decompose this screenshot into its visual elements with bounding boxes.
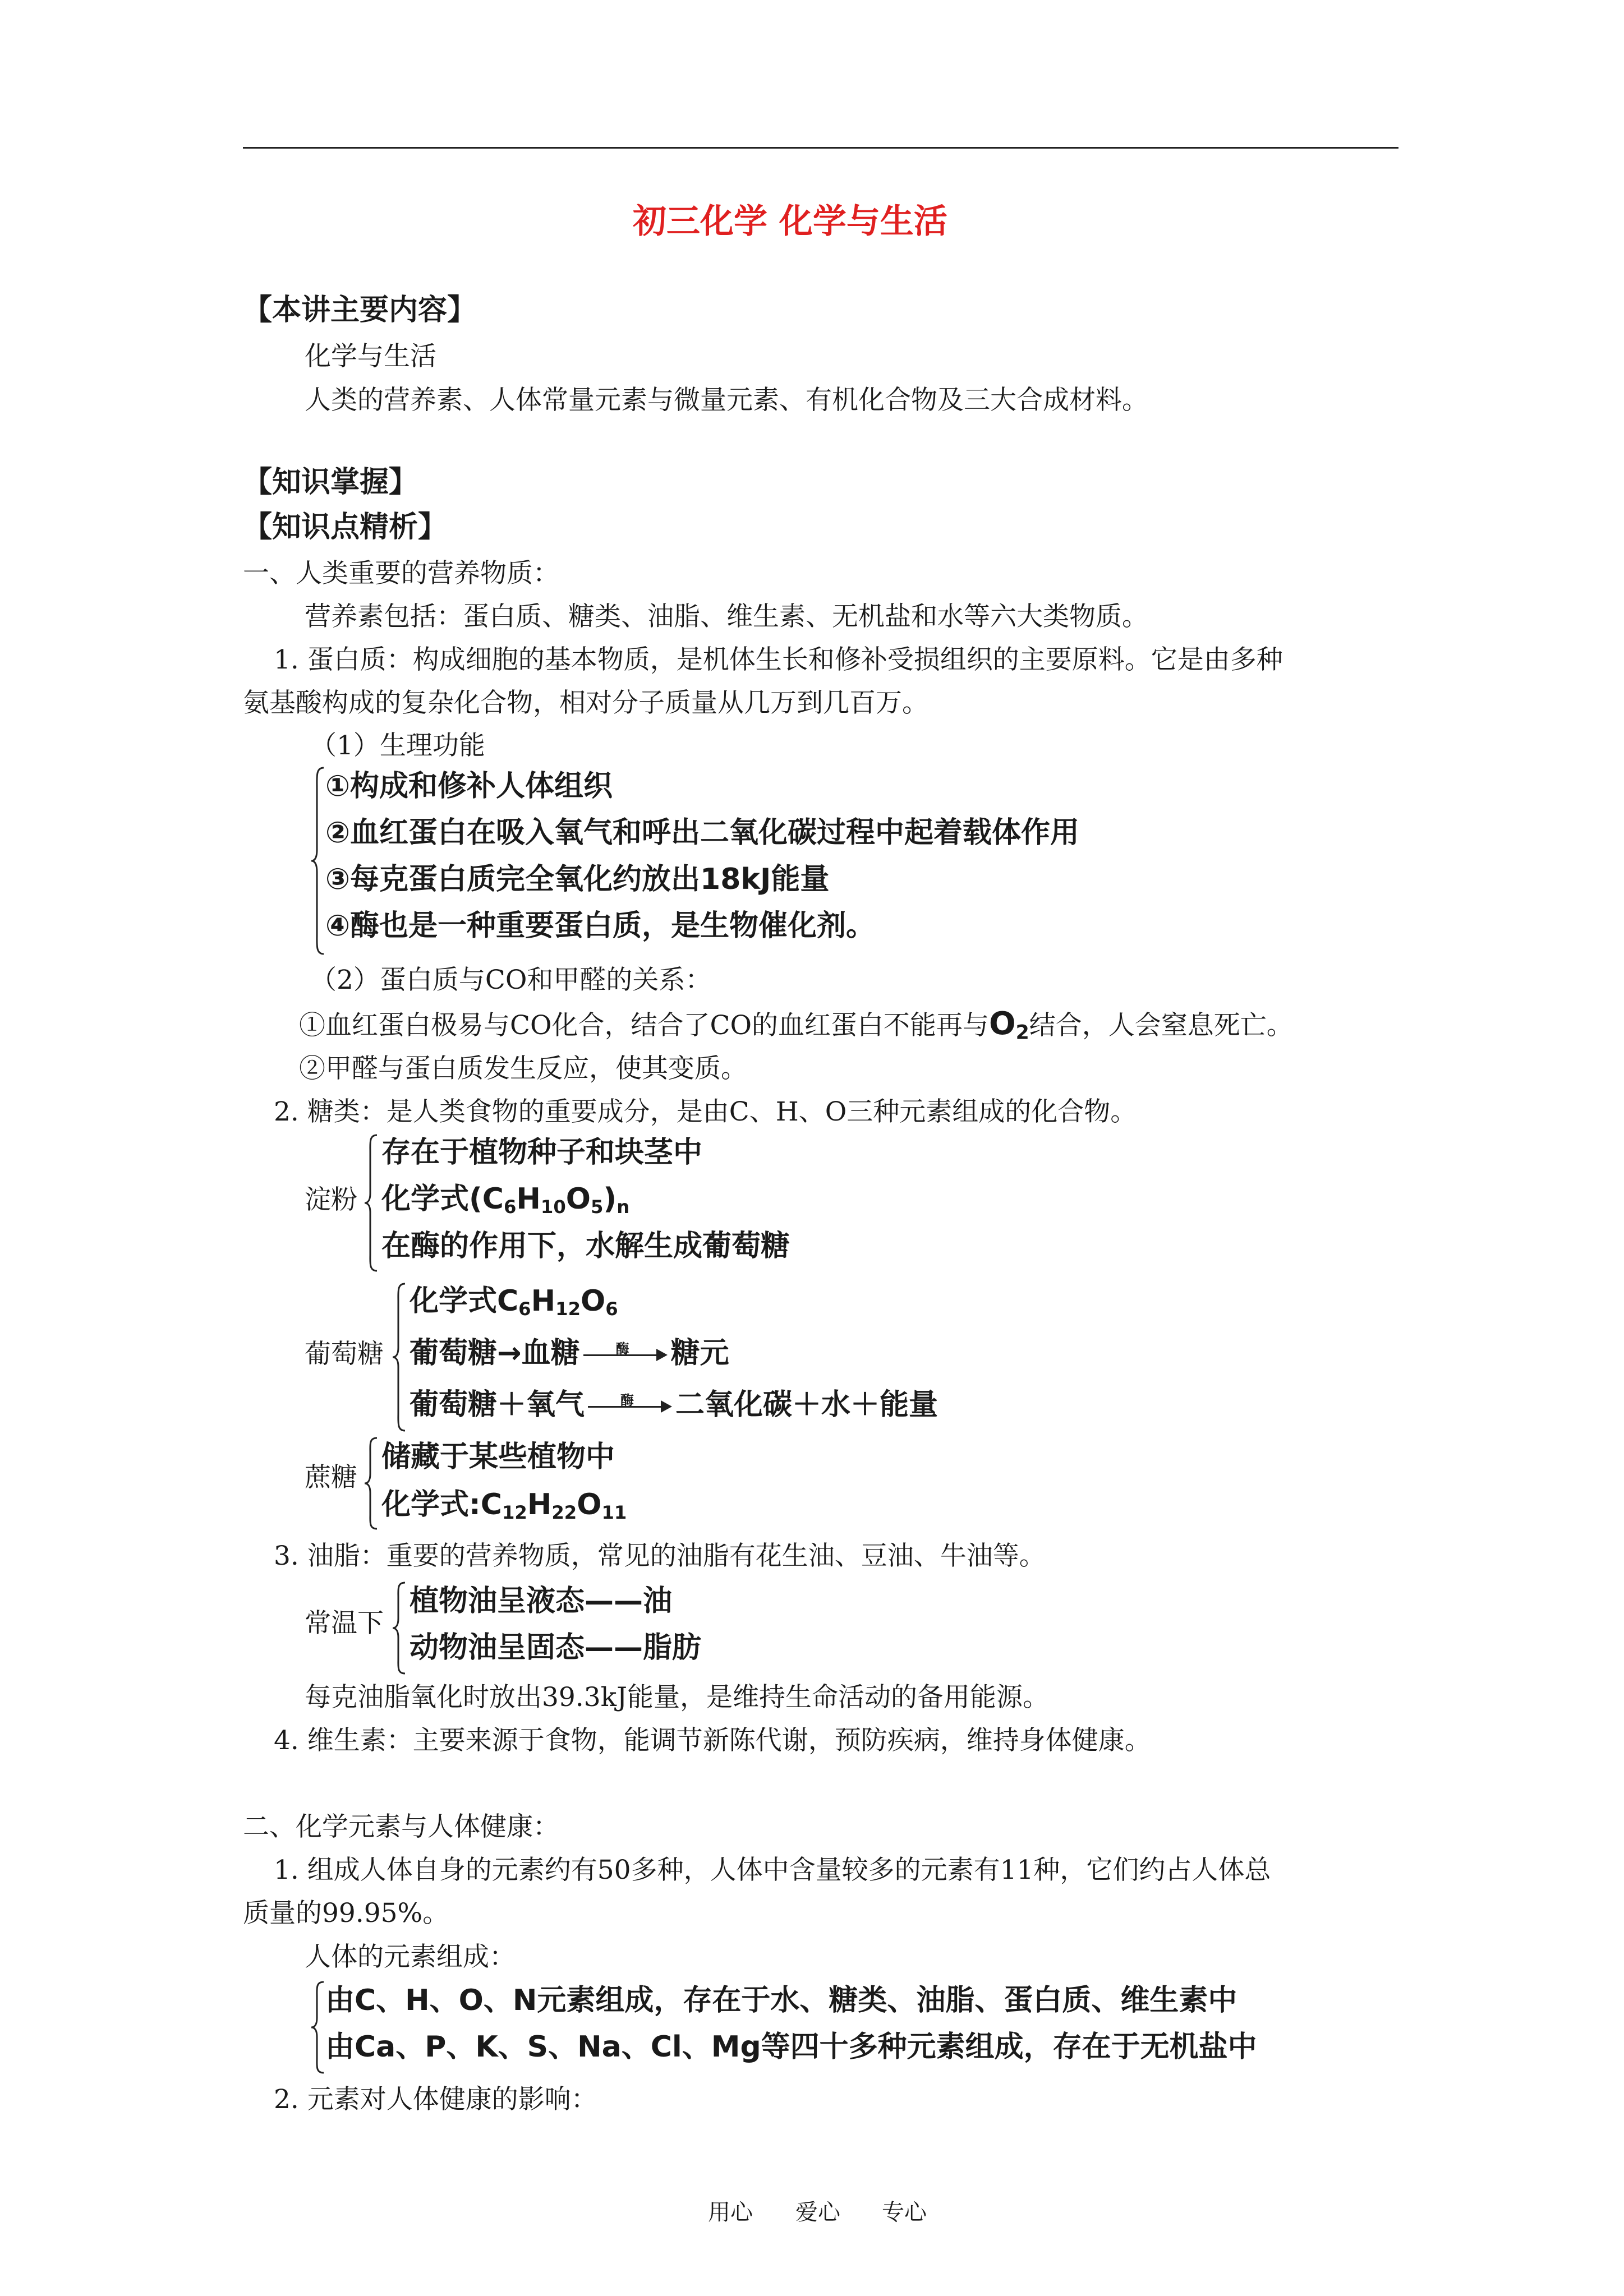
starch-item-3: 在酶的作用下，水解生成葡萄糖 <box>381 1229 790 1263</box>
starch-brace <box>364 1133 378 1279</box>
protein-function-2: ②血红蛋白在吸入氧气和呼出二氧化碳过程中起着载体作用 <box>325 816 1080 850</box>
element-composition-heading: 人体的元素组成： <box>305 1942 516 1972</box>
starch-sub-n: n <box>617 1196 630 1218</box>
glucose-conv-c: 糖元 <box>670 1336 729 1370</box>
protein-line-2: 氨基酸构成的复杂化合物，相对分子质量从几万到几百万。 <box>243 688 928 718</box>
starch-close: ) <box>603 1182 617 1216</box>
starch-sub-1: 6 <box>503 1196 517 1218</box>
starch-formula-prefix: 化学式(C <box>381 1182 504 1216</box>
oxygen-symbol: O <box>989 1006 1016 1042</box>
glucose-sub-3: 6 <box>605 1298 618 1320</box>
element-item-1: 由C、H、O、N元素组成，存在于水、糖类、油脂、蛋白质、维生素中 <box>325 1984 1237 2017</box>
page-title: 初三化学 化学与生活 <box>633 202 947 241</box>
part2-heading: 二、化学元素与人体健康： <box>243 1811 559 1842</box>
glucose-formula-prefix: 化学式C <box>410 1284 519 1318</box>
glucose-conv-a: 葡萄糖 <box>410 1336 498 1370</box>
glucose-sub-1: 6 <box>518 1298 531 1320</box>
footer-text-3: 专心 <box>882 2200 927 2225</box>
protein-function-heading: （1）生理功能 <box>310 730 485 761</box>
section-points-heading: 【知识点精析】 <box>243 510 448 544</box>
starch-formula <box>381 1182 629 1224</box>
part1-heading: 一、人类重要的营养物质： <box>243 558 559 589</box>
sucrose-h: H <box>527 1488 552 1522</box>
oil-brace <box>392 1580 406 1681</box>
element-item-2: 由Ca、P、K、S、Na、Cl、Mg等四十多种元素组成，存在于无机盐中 <box>325 2030 1257 2064</box>
starch-item-1: 存在于植物种子和块茎中 <box>381 1136 703 1169</box>
sucrose-sub-1: 12 <box>502 1502 527 1524</box>
oil-label: 常温下 <box>305 1608 384 1639</box>
glucose-label: 葡萄糖 <box>305 1339 384 1370</box>
glucose-h: H <box>531 1284 556 1318</box>
oxygen-subscript: 2 <box>1015 1021 1029 1044</box>
element-brace <box>310 1980 325 2081</box>
element-effect: 2. 元素对人体健康的影响： <box>274 2084 597 2115</box>
glucose-conversion <box>410 1336 729 1370</box>
main-line-2: 人类的营养素、人体常量元素与微量元素、有机化合物及三大合成材料。 <box>305 385 1148 416</box>
sugar-line: 2. 糖类：是人类食物的重要成分，是由C、H、O三种元素组成的化合物。 <box>274 1096 1137 1127</box>
protein-relation-heading: （2）蛋白质与CO和甲醛的关系： <box>310 965 712 995</box>
enzyme-label: 酶 <box>615 1341 629 1357</box>
starch-sub-2: 10 <box>540 1196 566 1218</box>
oil-item-2: 动物油呈固态——脂肪 <box>410 1631 702 1665</box>
sucrose-formula-prefix: 化学式:C <box>381 1488 502 1522</box>
protein-function-4: ④酶也是一种重要蛋白质，是生物催化剂。 <box>325 909 876 943</box>
glucose-reaction <box>410 1388 938 1422</box>
enzyme-arrow-icon <box>588 1393 672 1415</box>
glucose-o: O <box>581 1284 606 1318</box>
enzyme-label: 酶 <box>620 1393 634 1408</box>
protein-relation-1-b: 结合，人会窒息死亡。 <box>1029 1010 1293 1041</box>
sucrose-sub-2: 22 <box>551 1502 577 1524</box>
starch-label: 淀粉 <box>305 1184 357 1215</box>
starch-h: H <box>516 1182 541 1216</box>
footer-text-2: 爱心 <box>795 2200 840 2225</box>
sucrose-item-1: 储藏于某些植物中 <box>381 1440 615 1474</box>
oil-item-1: 植物油呈液态——油 <box>410 1584 673 1618</box>
enzyme-arrow-icon <box>583 1341 668 1363</box>
element-line-2: 质量的99.95%。 <box>243 1898 449 1929</box>
part1-intro: 营养素包括：蛋白质、糖类、油脂、维生素、无机盐和水等六大类物质。 <box>305 601 1148 632</box>
protein-functions-brace <box>310 766 325 962</box>
section-main-heading: 【本讲主要内容】 <box>243 293 477 327</box>
glucose-react-b: 二氧化碳＋水＋能量 <box>675 1388 938 1422</box>
sucrose-label: 蔗糖 <box>305 1462 357 1493</box>
footer-text-1: 用心 <box>708 2200 753 2225</box>
main-line-1: 化学与生活 <box>305 341 436 372</box>
oil-energy: 每克油脂氧化时放出39.3kJ能量，是维持生命活动的备用能源。 <box>305 1682 1049 1713</box>
protein-line-1: 1. 蛋白质：构成细胞的基本物质，是机体生长和修补受损组织的主要原料。它是由多种 <box>274 644 1283 675</box>
glucose-react-a: 葡萄糖＋氧气 <box>410 1388 585 1422</box>
glucose-sub-2: 12 <box>555 1298 581 1320</box>
section-knowledge-heading: 【知识掌握】 <box>243 465 418 499</box>
protein-function-3: ③每克蛋白质完全氧化约放出18kJ能量 <box>325 863 830 896</box>
sucrose-brace <box>364 1436 378 1537</box>
protein-relation-2: ②甲醛与蛋白质发生反应，使其变质。 <box>299 1053 747 1084</box>
sucrose-formula <box>381 1488 627 1529</box>
header-rule <box>243 147 1398 149</box>
starch-sub-3: 5 <box>590 1196 604 1218</box>
vitamin-line: 4. 维生素：主要来源于食物，能调节新陈代谢，预防疾病，维持身体健康。 <box>274 1725 1151 1756</box>
glucose-formula <box>410 1284 618 1326</box>
protein-relation-1-a: ①血红蛋白极易与CO化合，结合了CO的血红蛋白不能再与 <box>299 1010 989 1041</box>
sucrose-sub-3: 11 <box>601 1502 627 1524</box>
starch-o: O <box>565 1182 591 1216</box>
glucose-brace <box>392 1281 406 1439</box>
sucrose-o: O <box>577 1488 602 1522</box>
oil-line: 3. 油脂：重要的营养物质，常见的油脂有花生油、豆油、牛油等。 <box>274 1541 1046 1571</box>
element-line-1: 1. 组成人体自身的元素约有50多种，人体中含量较多的元素有11种，它们约占人体总 <box>274 1855 1271 1885</box>
right-arrow-icon: → <box>497 1336 522 1370</box>
protein-function-1: ①构成和修补人体组织 <box>325 769 613 803</box>
protein-relation-1 <box>299 1007 1293 1050</box>
glucose-conv-b: 血糖 <box>521 1336 580 1370</box>
